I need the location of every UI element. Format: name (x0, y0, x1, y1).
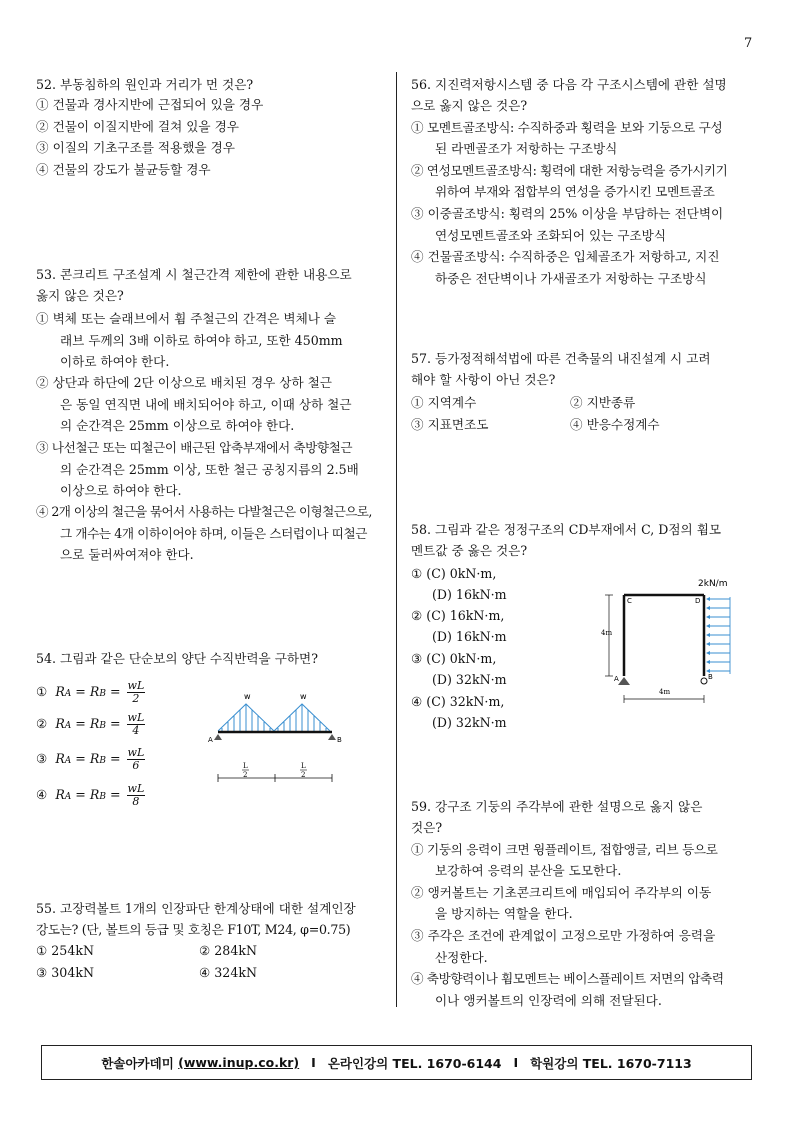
q54-option-3: ③ RA = RB = $\frac{wL}{6}$ (36, 746, 145, 772)
q56-line: ① 모멘트골조방식: 수직하중과 횡력을 보와 기둥으로 구성 (411, 120, 723, 135)
q53-line: 그 개수는 4개 이하이어야 하며, 이들은 스터럽이나 띠철근 (60, 526, 368, 541)
dim-l-1: L (243, 762, 248, 770)
support-a (618, 677, 630, 685)
support-b (701, 678, 707, 684)
r-symbol: R (55, 751, 65, 766)
q56-line: 위하여 부재와 접합부의 연성을 증가시킨 모멘트골조 (435, 184, 715, 199)
sub-b: B (99, 792, 106, 802)
q57-title: 57. 등가정적해석법에 따른 건축물의 내진설계 시 고려 (411, 351, 711, 366)
label-a: A (614, 675, 619, 683)
q57-option-1: ① 지역계수 (411, 395, 477, 410)
denominator: 8 (132, 795, 140, 808)
option-number: ② (36, 716, 48, 731)
online-phone: 온라인강의 TEL. 1670-6144 (327, 1055, 502, 1071)
separator: I (513, 1055, 519, 1070)
q53-line: 으로 둘러싸여져야 한다. (60, 547, 194, 562)
r-symbol: R (55, 787, 65, 802)
r-symbol: R (89, 751, 100, 766)
q58-option-1c: ① (C) 0kN·m, (411, 566, 497, 581)
dim-den-1: 2 (243, 771, 248, 779)
option-number: ④ (36, 787, 48, 802)
sub-a: A (64, 792, 72, 802)
denominator: 2 (132, 692, 140, 705)
q54-option-2: ② RA = RB = $\frac{wL}{4}$ (36, 711, 145, 737)
q58-option-2d: (D) 16kN·m (432, 629, 507, 644)
dim-l-2: L (301, 762, 306, 770)
denominator: 6 (132, 759, 140, 772)
q55-option-4: ④ 324kN (199, 965, 257, 980)
academy-name: 한솔아카데미 (101, 1055, 174, 1071)
dimension-width (624, 695, 704, 703)
q59-line: ② 앵커볼트는 기초콘크리트에 매입되어 주각부의 이동 (411, 885, 712, 900)
q52-option-1: ① 건물과 경사지반에 근접되어 있을 경우 (36, 97, 264, 112)
q55-option-2: ② 284kN (199, 943, 257, 958)
r-symbol: R (89, 787, 100, 802)
numerator: wL (127, 746, 145, 759)
q59-line: 보강하여 응력의 분산을 도모한다. (435, 863, 622, 878)
q53-line: ② 상단과 하단에 2단 이상으로 배치된 경우 상하 철근 (36, 375, 332, 390)
q53-line: ① 벽체 또는 슬래브에서 휨 주철근의 간격은 벽체나 슬 (36, 311, 337, 326)
q52-option-2: ② 건물이 이질지반에 걸쳐 있을 경우 (36, 119, 239, 134)
support-a (214, 734, 222, 740)
q57-option-4: ④ 반응수정계수 (570, 417, 660, 432)
fraction (127, 680, 146, 705)
lateral-load (708, 597, 730, 674)
offline-phone: 학원강의 TEL. 1670-7113 (530, 1055, 692, 1071)
q56-line: 된 라멘골조가 저항하는 구조방식 (435, 141, 618, 156)
q56-line: ③ 이중골조방식: 횡력의 25% 이상을 부담하는 전단벽이 (411, 206, 724, 221)
q54-option-1: ① RA = RB = $\frac{wL}{2}$ (36, 679, 145, 705)
q53-line: 이상으로 하여야 한다. (60, 483, 182, 498)
r-symbol: R (89, 684, 100, 699)
q53-line: 이하로 하여야 한다. (60, 354, 170, 369)
q59-line: 이나 앵커볼트의 인장력에 의해 전달된다. (435, 993, 662, 1008)
denominator: 4 (132, 724, 140, 737)
q58-option-3d: (D) 32kN·m (432, 672, 507, 687)
q52-title: 52. 부동침하의 원인과 거리가 먼 것은? (36, 77, 254, 92)
r-symbol: R (89, 716, 100, 731)
separator: I (311, 1055, 316, 1070)
sub-b: B (99, 689, 106, 699)
q59-line: 을 방지하는 역할을 한다. (435, 906, 573, 921)
label-c: C (627, 597, 632, 605)
numerator: wL (127, 782, 145, 795)
sub-b: B (99, 756, 106, 766)
simple-beam-figure (200, 688, 360, 788)
q53-line: ③ 나선철근 또는 띠철근이 배근된 압축부재에서 축방향철근 (36, 440, 353, 455)
q53-line: 래브 두께의 3배 이하로 하여야 하고, 또한 450mm (60, 333, 343, 348)
lateral-load-arrowheads (706, 597, 710, 673)
label-d: D (695, 597, 701, 605)
width-label: 4m (659, 688, 671, 696)
sub-a: A (64, 756, 72, 766)
option-number: ① (36, 684, 48, 699)
q59-line: 59. 강구조 기둥의 주각부에 관한 설명으로 옳지 않은 (411, 799, 703, 814)
q57-title-2: 해야 할 사항이 아닌 것은? (411, 372, 556, 387)
load-w-2: w (300, 692, 307, 701)
fraction (127, 783, 146, 808)
load-w-1: w (244, 692, 251, 701)
q55-title-1: 55. 고장력볼트 1개의 인장파단 한계상태에 대한 설계인장 (36, 901, 356, 916)
distributed-load-label: 2kN/m (698, 579, 728, 589)
sub-b: B (99, 721, 106, 731)
q53-line: 53. 콘크리트 구조설계 시 철근간격 제한에 관한 내용으로 (36, 267, 352, 282)
q57-option-3: ③ 지표면조도 (411, 417, 489, 432)
r-symbol: R (55, 716, 65, 731)
q56-line: ④ 건물골조방식: 수직하중은 입체골조가 저항하고, 지진 (411, 249, 720, 264)
support-b (328, 734, 336, 740)
q56-line: 56. 지진력저항시스템 중 다음 각 구조시스템에 관한 설명 (411, 77, 727, 92)
q58-title-2: 멘트값 중 옳은 것은? (411, 543, 528, 558)
q59-line: ③ 주각은 조건에 관계없이 고정으로만 가정하여 응력을 (411, 928, 716, 943)
q53-line: 옳지 않은 것은? (36, 288, 124, 303)
q58-option-2c: ② (C) 16kN·m, (411, 608, 505, 623)
fraction (127, 712, 146, 737)
label-b: B (708, 673, 713, 681)
sub-a: A (64, 721, 72, 731)
label-b: B (337, 736, 342, 744)
height-label: 4m (601, 629, 613, 637)
q52-option-3: ③ 이질의 기초구조를 적용했을 경우 (36, 140, 235, 155)
q56-line: 하중은 전단벽이나 가새골조가 저항하는 구조방식 (435, 271, 707, 286)
academy-url-link[interactable]: (www.inup.co.kr) (178, 1055, 300, 1070)
column-divider (396, 72, 397, 1007)
q58-option-4d: (D) 32kN·m (432, 715, 507, 730)
dimension-line (218, 774, 332, 782)
q59-line: ① 기둥의 응력이 크면 윙플레이트, 접합앵글, 리브 등으로 (411, 842, 718, 857)
q58-option-4c: ④ (C) 32kN·m, (411, 694, 505, 709)
q55-option-3: ③ 304kN (36, 965, 94, 980)
q53-line: 은 동일 연직면 내에 배치되어야 하고, 이때 상하 철근 (60, 397, 352, 412)
q56-line: 연성모멘트골조와 조화되어 있는 구조방식 (435, 228, 666, 243)
q56-line: 으로 옳지 않은 것은? (411, 98, 528, 113)
q59-line: 것은? (411, 820, 443, 835)
q55-option-1: ① 254kN (36, 943, 94, 958)
q54-title: 54. 그림과 같은 단순보의 양단 수직반력을 구하면? (36, 651, 318, 666)
q53-line: ④ 2개 이상의 철근을 묶어서 사용하는 다발철근은 이형철근으로, (36, 504, 372, 519)
q53-line: 의 순간격은 25mm 이상, 또한 철근 공칭지름의 2.5배 (60, 462, 359, 477)
q52-option-4: ④ 건물의 강도가 불균등할 경우 (36, 162, 211, 177)
q59-line: ④ 축방향력이나 휨모멘트는 베이스플레이트 저면의 압축력 (411, 971, 724, 986)
triangular-load (218, 704, 330, 731)
fraction (127, 747, 146, 772)
numerator: wL (127, 711, 145, 724)
q58-title: 58. 그림과 같은 정정구조의 CD부재에서 C, D점의 휨모 (411, 522, 722, 537)
option-number: ③ (36, 751, 48, 766)
page-number: 7 (744, 36, 753, 51)
q58-option-3c: ③ (C) 0kN·m, (411, 651, 497, 666)
q55-title-2: 강도는? (단, 볼트의 등급 및 호칭은 F10T, M24, φ=0.75) (36, 922, 351, 937)
dim-den-2: 2 (301, 771, 306, 779)
portal-frame-figure (596, 575, 746, 705)
q59-line: 산정한다. (435, 950, 488, 965)
q56-line: ② 연성모멘트골조방식: 횡력에 대한 저항능력을 증가시키기 (411, 163, 728, 178)
numerator: wL (127, 679, 145, 692)
footer-banner (41, 1045, 752, 1080)
label-a: A (208, 736, 213, 744)
q57-option-2: ② 지반종류 (570, 395, 636, 410)
r-symbol: R (55, 684, 65, 699)
q53-line: 의 순간격은 25mm 이상으로 하여야 한다. (60, 418, 295, 433)
q58-option-1d: (D) 16kN·m (432, 587, 507, 602)
sub-a: A (64, 689, 72, 699)
q54-option-4: ④ RA = RB = $\frac{wL}{8}$ (36, 782, 145, 808)
